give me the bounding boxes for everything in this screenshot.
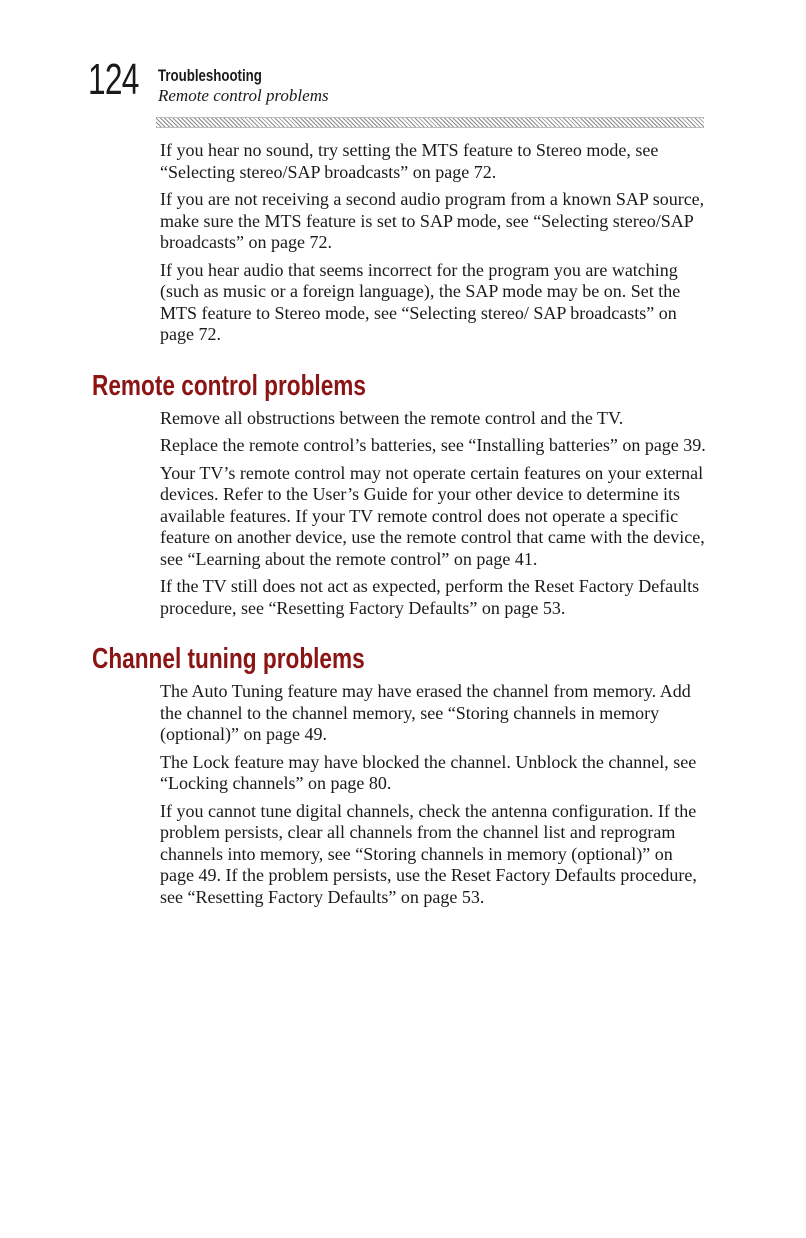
page-number: 124 [88, 55, 139, 104]
channel-tuning-heading: Channel tuning problems [92, 643, 365, 675]
page-content [0, 140, 806, 914]
channel-paragraph-auto-tuning: The Auto Tuning feature may have erased the channel from memory. Add the channel to the channel memory, see “Storing channels in memory (optional)” on page 49. [160, 681, 691, 744]
remote-paragraph-external-devices: Your TV’s remote control may not operate certain features on your external devices. Refer to the User’s Guide for your other device to determine its available features. If your TV remote control does not operate a specific feature on another device, use the remote control that came with the device, see “Learning about the remote control” on page 41. [160, 462, 705, 569]
header-divider [156, 117, 704, 128]
channel-paragraph-lock: The Lock feature may have blocked the channel. Unblock the channel, see “Locking channels” on page 80. [160, 751, 697, 793]
remote-paragraph-batteries: Replace the remote control’s batteries, see “Installing batteries” on page 39. [160, 435, 706, 455]
remote-paragraph-reset: If the TV still does not act as expected, perform the Reset Factory Defaults procedure, see “Resetting Factory Defaults” on page 53. [160, 576, 700, 618]
section-subtitle: Remote control problems [158, 86, 329, 105]
remote-paragraph-obstructions: Remove all obstructions between the remote control and the TV. [160, 407, 624, 428]
intro-paragraph-audio: If you hear audio that seems incorrect for the program you are watching (such as music or a foreign language), the SAP mode may be on. Set the MTS feature to Stereo mode, see “Selecting stereo/ SAP broadcasts” on page 72. [160, 259, 681, 344]
running-head [158, 66, 329, 107]
remote-control-heading: Remote control problems [92, 369, 366, 402]
intro-paragraph-sap: If you are not receiving a second audio program from a known SAP source, make sure the MTS feature is set to SAP mode, see “Selecting stereo/SAP broadcasts” on page 72. [160, 189, 705, 252]
intro-paragraph-sound: If you hear no sound, try setting the MTS feature to Stereo mode, see “Selecting stereo/SAP broadcasts” on page 72. [160, 140, 659, 182]
channel-paragraph-digital: If you cannot tune digital channels, check the antenna configuration. If the problem persists, clear all channels from the channel list and reprogram channels into memory, see “Storing channels in memory (optional)” on page 49. If the problem persists, use the Reset Factory Defaults procedure, see “Resetting Factory Defaults” on page 53. [160, 800, 697, 907]
chapter-title: Troubleshooting [158, 66, 262, 85]
